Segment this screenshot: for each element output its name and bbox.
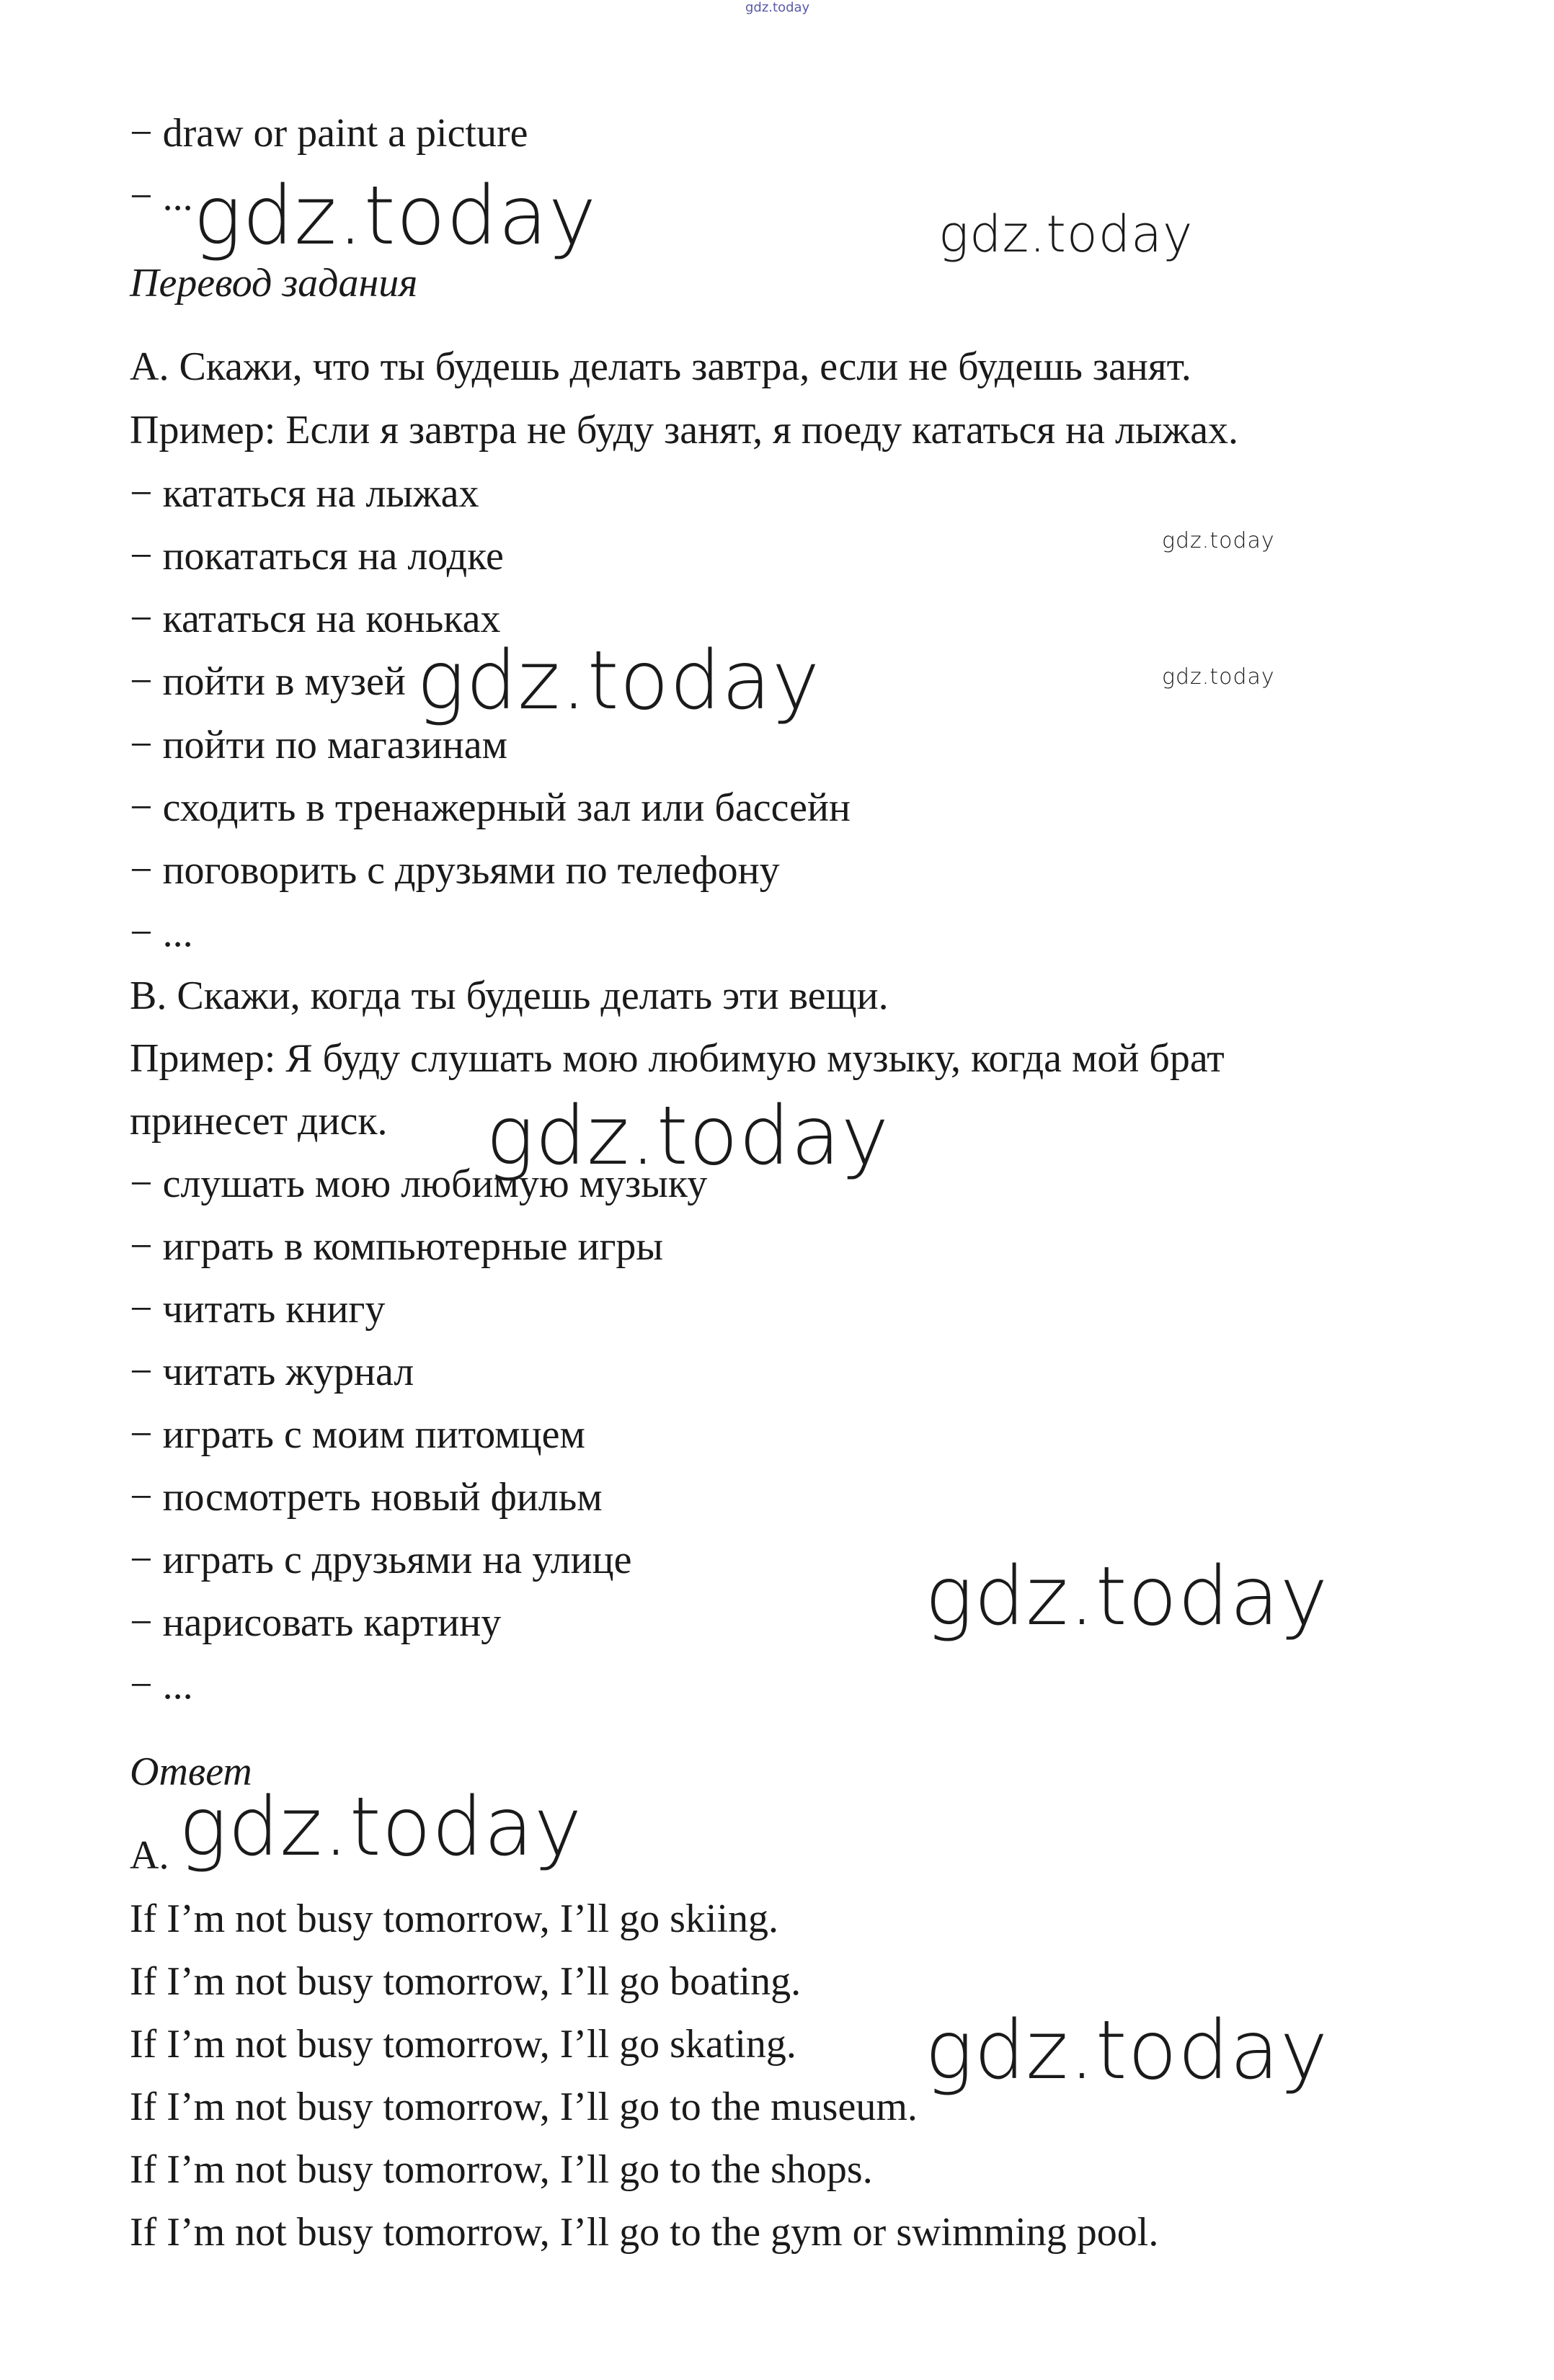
list-item: − играть с моим питомцем: [130, 1412, 585, 1457]
list-item: − играть в компьютерные игры: [130, 1224, 664, 1269]
list-item: − слушать мою любимую музыку: [130, 1162, 708, 1206]
part-b-example-line1: Пример: Я буду слушать мою любимую музыку, когда мой брат: [130, 1036, 1225, 1081]
top-watermark: gdz.today: [745, 0, 810, 15]
answer-sentence: If I’m not busy tomorrow, I’ll go to the shops.: [130, 2147, 873, 2192]
watermark: gdz.today: [486, 1089, 890, 1183]
list-item: − пойти по магазинам: [130, 723, 508, 767]
translation-heading: Перевод задания: [130, 261, 418, 306]
list-item: − draw or paint a picture: [130, 111, 528, 156]
watermark: gdz.today: [417, 634, 821, 728]
watermark: gdz.today: [1162, 528, 1275, 553]
watermark: gdz.today: [1162, 664, 1275, 690]
answer-heading: Ответ: [130, 1750, 252, 1794]
watermark: gdz.today: [925, 1550, 1329, 1644]
list-item: − нарисовать картину: [130, 1600, 502, 1645]
watermark: gdz.today: [938, 205, 1194, 264]
list-item: − ...: [130, 1663, 193, 1708]
list-item: − ...: [130, 174, 193, 219]
answer-sentence: If I’m not busy tomorrow, I’ll go to the museum.: [130, 2085, 918, 2129]
list-item: − читать журнал: [130, 1350, 414, 1394]
answer-sentence: If I’m not busy tomorrow, I’ll go skating.: [130, 2022, 796, 2067]
watermark: gdz.today: [193, 169, 598, 263]
answer-part-a-label: A.: [130, 1833, 169, 1878]
list-item: − кататься на коньках: [130, 597, 501, 641]
list-item: − посмотреть новый фильм: [130, 1475, 603, 1520]
list-item: − поговорить с друзьями по телефону: [130, 848, 780, 893]
watermark: gdz.today: [925, 2004, 1329, 2098]
answer-sentence: If I’m not busy tomorrow, I’ll go to the gym or swimming pool.: [130, 2210, 1159, 2255]
list-item: − ...: [130, 911, 193, 955]
answer-sentence: If I’m not busy tomorrow, I’ll go boating.: [130, 1959, 802, 2004]
watermark: gdz.today: [179, 1780, 583, 1874]
list-item: − читать книгу: [130, 1287, 386, 1332]
part-a-instruction: A. Скажи, что ты будешь делать завтра, если не будешь занят.: [130, 344, 1191, 389]
part-b-example-line2: принесет диск.: [130, 1099, 388, 1144]
answer-sentence: If I’m not busy tomorrow, I’ll go skiing.: [130, 1897, 779, 1941]
list-item: − пойти в музей: [130, 659, 406, 704]
list-item: − покататься на лодке: [130, 534, 504, 579]
list-item: − играть с друзьями на улице: [130, 1538, 632, 1582]
part-b-instruction: B. Скажи, когда ты будешь делать эти вещи.: [130, 973, 889, 1018]
part-a-example: Пример: Если я завтра не буду занят, я поеду кататься на лыжах.: [130, 408, 1239, 453]
list-item: − сходить в тренажерный зал или бассейн: [130, 785, 851, 830]
list-item: − кататься на лыжах: [130, 471, 479, 516]
